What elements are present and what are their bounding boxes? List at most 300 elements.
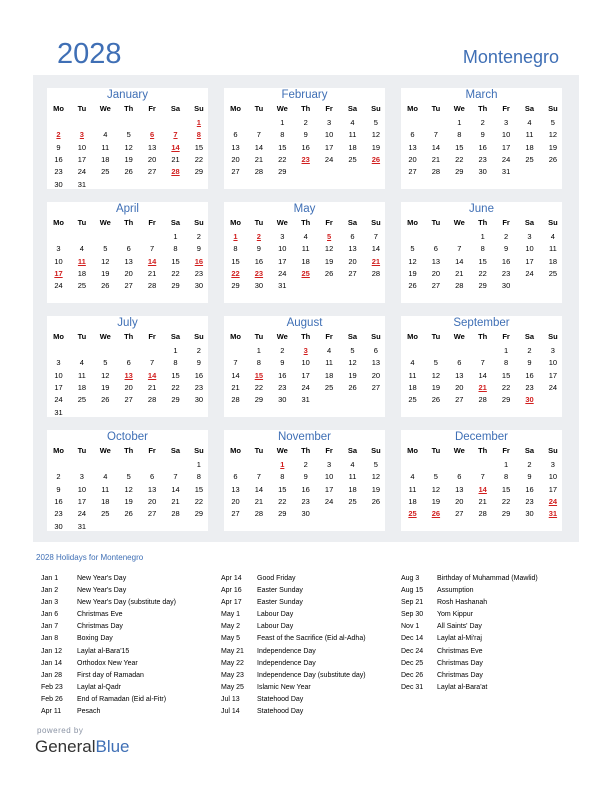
day-cell[interactable]: 8 <box>196 472 201 482</box>
day-cell[interactable]: 30 <box>525 509 534 519</box>
holiday-day-cell[interactable]: 5 <box>327 232 332 241</box>
day-cell[interactable]: 2 <box>303 460 308 469</box>
day-cell[interactable]: 1 <box>173 346 178 355</box>
day-cell[interactable]: 1 <box>480 232 485 241</box>
day-cell[interactable]: 22 <box>278 154 287 164</box>
day-cell[interactable]: 19 <box>548 142 558 152</box>
day-cell[interactable]: 13 <box>431 256 441 266</box>
day-cell[interactable]: 27 <box>124 395 133 405</box>
day-cell[interactable]: 29 <box>194 167 204 177</box>
day-cell[interactable]: 22 <box>455 154 464 164</box>
day-cell[interactable]: 5 <box>373 118 378 127</box>
holiday-day-cell[interactable]: 11 <box>77 256 86 266</box>
day-cell[interactable]: 23 <box>478 154 487 164</box>
day-cell[interactable]: 18 <box>77 268 87 278</box>
day-cell[interactable]: 13 <box>455 370 464 380</box>
day-cell[interactable]: 10 <box>525 244 534 254</box>
day-cell[interactable]: 20 <box>147 496 157 506</box>
day-cell[interactable]: 26 <box>124 509 133 519</box>
day-cell[interactable]: 20 <box>431 268 441 278</box>
day-cell[interactable]: 24 <box>525 268 534 278</box>
day-cell[interactable]: 10 <box>324 472 334 482</box>
holiday-day-cell[interactable]: 14 <box>478 484 487 494</box>
day-cell[interactable]: 29 <box>194 509 204 519</box>
holiday-day-cell[interactable]: 25 <box>301 268 310 278</box>
holiday-day-cell[interactable]: 3 <box>79 130 84 140</box>
day-cell[interactable]: 2 <box>56 472 61 482</box>
day-cell[interactable]: 2 <box>196 346 201 355</box>
day-cell[interactable]: 26 <box>101 395 110 405</box>
day-cell[interactable]: 30 <box>254 281 264 291</box>
day-cell[interactable]: 12 <box>124 484 133 494</box>
day-cell[interactable]: 9 <box>196 244 201 254</box>
day-cell[interactable]: 14 <box>455 256 464 266</box>
day-cell[interactable]: 31 <box>77 521 87 531</box>
day-cell[interactable]: 12 <box>371 472 381 482</box>
day-cell[interactable]: 24 <box>77 167 87 177</box>
day-cell[interactable]: 24 <box>54 281 63 291</box>
day-cell[interactable]: 21 <box>171 154 180 164</box>
day-cell[interactable]: 27 <box>371 382 381 392</box>
day-cell[interactable]: 18 <box>77 382 87 392</box>
day-cell[interactable]: 7 <box>373 232 378 241</box>
day-cell[interactable]: 6 <box>433 244 438 254</box>
day-cell[interactable]: 9 <box>56 484 61 494</box>
day-cell[interactable]: 22 <box>194 154 204 164</box>
day-cell[interactable]: 9 <box>504 244 509 254</box>
day-cell[interactable]: 10 <box>548 358 558 368</box>
day-cell[interactable]: 5 <box>103 244 108 254</box>
day-cell[interactable]: 21 <box>478 496 487 506</box>
day-cell[interactable]: 21 <box>254 496 264 506</box>
day-cell[interactable]: 22 <box>194 496 204 506</box>
day-cell[interactable]: 29 <box>501 509 511 519</box>
day-cell[interactable]: 16 <box>194 370 204 380</box>
day-cell[interactable]: 31 <box>301 395 310 405</box>
day-cell[interactable]: 16 <box>54 154 63 164</box>
day-cell[interactable]: 7 <box>173 472 178 482</box>
day-cell[interactable]: 27 <box>408 167 417 177</box>
day-cell[interactable]: 9 <box>256 244 261 254</box>
day-cell[interactable]: 24 <box>501 154 511 164</box>
day-cell[interactable]: 9 <box>527 358 532 368</box>
holiday-day-cell[interactable]: 7 <box>173 130 178 140</box>
holiday-day-cell[interactable]: 1 <box>196 118 201 127</box>
day-cell[interactable]: 5 <box>433 358 438 368</box>
day-cell[interactable]: 21 <box>147 268 157 278</box>
day-cell[interactable]: 30 <box>54 521 63 531</box>
day-cell[interactable]: 3 <box>327 460 332 469</box>
day-cell[interactable]: 12 <box>548 130 558 140</box>
day-cell[interactable]: 3 <box>327 118 332 127</box>
day-cell[interactable]: 8 <box>173 358 178 368</box>
day-cell[interactable]: 26 <box>124 167 133 177</box>
day-cell[interactable]: 13 <box>231 484 240 494</box>
day-cell[interactable]: 20 <box>124 382 133 392</box>
day-cell[interactable]: 23 <box>525 382 534 392</box>
holiday-day-cell[interactable]: 14 <box>171 142 180 152</box>
day-cell[interactable]: 20 <box>124 268 133 278</box>
day-cell[interactable]: 10 <box>77 142 87 152</box>
day-cell[interactable]: 20 <box>231 154 240 164</box>
day-cell[interactable]: 10 <box>548 472 558 482</box>
day-cell[interactable]: 19 <box>371 484 381 494</box>
day-cell[interactable]: 16 <box>525 370 534 380</box>
day-cell[interactable]: 3 <box>527 232 532 241</box>
day-cell[interactable]: 23 <box>525 496 534 506</box>
day-cell[interactable]: 26 <box>548 154 558 164</box>
day-cell[interactable]: 17 <box>525 256 534 266</box>
day-cell[interactable]: 7 <box>433 130 438 140</box>
day-cell[interactable]: 18 <box>324 370 334 380</box>
day-cell[interactable]: 17 <box>548 484 558 494</box>
day-cell[interactable]: 17 <box>77 496 87 506</box>
day-cell[interactable]: 12 <box>101 256 110 266</box>
day-cell[interactable]: 4 <box>79 244 84 254</box>
day-cell[interactable]: 17 <box>77 154 87 164</box>
day-cell[interactable]: 19 <box>408 268 417 278</box>
day-cell[interactable]: 18 <box>525 142 534 152</box>
day-cell[interactable]: 27 <box>431 281 441 291</box>
day-cell[interactable]: 10 <box>501 130 511 140</box>
day-cell[interactable]: 5 <box>410 244 415 254</box>
day-cell[interactable]: 26 <box>431 395 441 405</box>
day-cell[interactable]: 20 <box>455 382 464 392</box>
day-cell[interactable]: 10 <box>77 484 87 494</box>
holiday-day-cell[interactable]: 6 <box>150 130 155 140</box>
day-cell[interactable]: 1 <box>256 346 261 355</box>
day-cell[interactable]: 8 <box>173 244 178 254</box>
day-cell[interactable]: 1 <box>504 346 509 355</box>
day-cell[interactable]: 29 <box>171 395 180 405</box>
day-cell[interactable]: 3 <box>56 244 61 254</box>
day-cell[interactable]: 24 <box>324 496 334 506</box>
holiday-day-cell[interactable]: 26 <box>371 154 381 164</box>
holiday-day-cell[interactable]: 14 <box>147 370 157 380</box>
day-cell[interactable]: 6 <box>233 130 238 140</box>
day-cell[interactable]: 5 <box>433 472 438 482</box>
holiday-day-cell[interactable]: 8 <box>196 130 201 140</box>
day-cell[interactable]: 7 <box>480 472 485 482</box>
day-cell[interactable]: 16 <box>478 142 487 152</box>
day-cell[interactable]: 28 <box>478 509 487 519</box>
day-cell[interactable]: 20 <box>371 370 381 380</box>
holiday-day-cell[interactable]: 1 <box>233 232 238 241</box>
day-cell[interactable]: 7 <box>150 244 155 254</box>
holiday-day-cell[interactable]: 1 <box>280 460 285 469</box>
day-cell[interactable]: 29 <box>455 167 464 177</box>
day-cell[interactable]: 13 <box>371 358 381 368</box>
day-cell[interactable]: 28 <box>171 509 180 519</box>
day-cell[interactable]: 14 <box>371 244 381 254</box>
day-cell[interactable]: 8 <box>457 130 462 140</box>
day-cell[interactable]: 26 <box>348 382 357 392</box>
day-cell[interactable]: 14 <box>254 484 264 494</box>
holiday-day-cell[interactable]: 26 <box>431 509 441 519</box>
day-cell[interactable]: 22 <box>278 496 287 506</box>
day-cell[interactable]: 22 <box>254 382 264 392</box>
day-cell[interactable]: 18 <box>548 256 558 266</box>
day-cell[interactable]: 7 <box>256 472 261 482</box>
day-cell[interactable]: 30 <box>54 179 63 189</box>
day-cell[interactable]: 23 <box>54 509 63 519</box>
day-cell[interactable]: 1 <box>173 232 178 241</box>
day-cell[interactable]: 23 <box>194 268 204 278</box>
day-cell[interactable]: 17 <box>54 382 63 392</box>
day-cell[interactable]: 31 <box>501 167 511 177</box>
day-cell[interactable]: 21 <box>254 154 264 164</box>
day-cell[interactable]: 12 <box>408 256 417 266</box>
day-cell[interactable]: 21 <box>171 496 180 506</box>
day-cell[interactable]: 17 <box>324 484 334 494</box>
day-cell[interactable]: 1 <box>196 460 201 469</box>
day-cell[interactable]: 4 <box>327 346 332 355</box>
day-cell[interactable]: 25 <box>408 395 417 405</box>
day-cell[interactable]: 5 <box>126 130 131 140</box>
day-cell[interactable]: 2 <box>504 232 509 241</box>
day-cell[interactable]: 16 <box>301 142 310 152</box>
day-cell[interactable]: 12 <box>431 370 441 380</box>
day-cell[interactable]: 25 <box>348 154 357 164</box>
day-cell[interactable]: 13 <box>147 484 157 494</box>
day-cell[interactable]: 26 <box>101 281 110 291</box>
day-cell[interactable]: 1 <box>504 460 509 469</box>
day-cell[interactable]: 15 <box>501 370 511 380</box>
day-cell[interactable]: 29 <box>478 281 487 291</box>
day-cell[interactable]: 24 <box>324 154 334 164</box>
day-cell[interactable]: 23 <box>501 268 511 278</box>
day-cell[interactable]: 12 <box>101 370 110 380</box>
day-cell[interactable]: 27 <box>348 268 357 278</box>
day-cell[interactable]: 27 <box>455 395 464 405</box>
day-cell[interactable]: 31 <box>54 407 63 417</box>
day-cell[interactable]: 15 <box>171 256 180 266</box>
day-cell[interactable]: 13 <box>348 244 357 254</box>
day-cell[interactable]: 29 <box>254 395 264 405</box>
holiday-day-cell[interactable]: 3 <box>303 346 308 355</box>
day-cell[interactable]: 19 <box>371 142 381 152</box>
day-cell[interactable]: 7 <box>457 244 462 254</box>
day-cell[interactable]: 12 <box>324 244 334 254</box>
day-cell[interactable]: 4 <box>79 358 84 368</box>
day-cell[interactable]: 12 <box>431 484 441 494</box>
day-cell[interactable]: 6 <box>126 358 131 368</box>
day-cell[interactable]: 6 <box>457 472 462 482</box>
holiday-day-cell[interactable]: 30 <box>525 395 534 405</box>
day-cell[interactable]: 3 <box>550 460 555 469</box>
day-cell[interactable]: 19 <box>348 370 357 380</box>
day-cell[interactable]: 30 <box>194 395 204 405</box>
day-cell[interactable]: 16 <box>301 484 310 494</box>
day-cell[interactable]: 10 <box>54 370 63 380</box>
day-cell[interactable]: 11 <box>77 370 86 380</box>
day-cell[interactable]: 9 <box>527 472 532 482</box>
day-cell[interactable]: 29 <box>278 509 287 519</box>
day-cell[interactable]: 28 <box>254 167 264 177</box>
day-cell[interactable]: 24 <box>54 395 63 405</box>
day-cell[interactable]: 3 <box>280 232 285 241</box>
holiday-day-cell[interactable]: 21 <box>478 382 487 392</box>
day-cell[interactable]: 18 <box>348 142 357 152</box>
day-cell[interactable]: 14 <box>171 484 180 494</box>
day-cell[interactable]: 4 <box>103 472 108 482</box>
day-cell[interactable]: 8 <box>480 244 485 254</box>
day-cell[interactable]: 28 <box>455 281 464 291</box>
day-cell[interactable]: 4 <box>410 472 415 482</box>
holiday-day-cell[interactable]: 14 <box>147 256 157 266</box>
day-cell[interactable]: 27 <box>455 509 464 519</box>
day-cell[interactable]: 10 <box>54 256 63 266</box>
day-cell[interactable]: 8 <box>280 130 285 140</box>
day-cell[interactable]: 9 <box>480 130 485 140</box>
day-cell[interactable]: 15 <box>171 370 180 380</box>
day-cell[interactable]: 28 <box>147 395 157 405</box>
day-cell[interactable]: 2 <box>527 460 532 469</box>
holiday-day-cell[interactable]: 28 <box>171 167 180 177</box>
day-cell[interactable]: 15 <box>278 142 287 152</box>
day-cell[interactable]: 16 <box>278 370 287 380</box>
day-cell[interactable]: 20 <box>408 154 417 164</box>
day-cell[interactable]: 13 <box>408 142 417 152</box>
holiday-day-cell[interactable]: 13 <box>124 370 133 380</box>
day-cell[interactable]: 30 <box>194 281 204 291</box>
day-cell[interactable]: 9 <box>280 358 285 368</box>
day-cell[interactable]: 14 <box>478 370 487 380</box>
day-cell[interactable]: 29 <box>171 281 180 291</box>
day-cell[interactable]: 6 <box>150 472 155 482</box>
holiday-day-cell[interactable]: 15 <box>254 370 264 380</box>
day-cell[interactable]: 26 <box>408 281 417 291</box>
day-cell[interactable]: 2 <box>280 346 285 355</box>
day-cell[interactable]: 11 <box>548 244 557 254</box>
day-cell[interactable]: 22 <box>501 496 511 506</box>
day-cell[interactable]: 28 <box>431 167 441 177</box>
day-cell[interactable]: 6 <box>126 244 131 254</box>
day-cell[interactable]: 10 <box>324 130 334 140</box>
day-cell[interactable]: 25 <box>77 395 87 405</box>
day-cell[interactable]: 17 <box>301 370 310 380</box>
day-cell[interactable]: 24 <box>77 509 87 519</box>
day-cell[interactable]: 30 <box>278 395 287 405</box>
day-cell[interactable]: 11 <box>301 244 310 254</box>
day-cell[interactable]: 16 <box>525 484 534 494</box>
day-cell[interactable]: 9 <box>303 472 308 482</box>
day-cell[interactable]: 16 <box>54 496 63 506</box>
holiday-day-cell[interactable]: 25 <box>408 509 417 519</box>
day-cell[interactable]: 16 <box>501 256 511 266</box>
day-cell[interactable]: 14 <box>431 142 441 152</box>
day-cell[interactable]: 20 <box>147 154 157 164</box>
day-cell[interactable]: 30 <box>501 281 511 291</box>
day-cell[interactable]: 9 <box>56 142 61 152</box>
day-cell[interactable]: 2 <box>480 118 485 127</box>
day-cell[interactable]: 7 <box>256 130 261 140</box>
day-cell[interactable]: 15 <box>194 142 204 152</box>
day-cell[interactable]: 17 <box>501 142 511 152</box>
day-cell[interactable]: 17 <box>548 370 558 380</box>
day-cell[interactable]: 18 <box>348 484 357 494</box>
holiday-day-cell[interactable]: 22 <box>231 268 240 278</box>
day-cell[interactable]: 19 <box>124 154 133 164</box>
day-cell[interactable]: 2 <box>527 346 532 355</box>
day-cell[interactable]: 8 <box>256 358 261 368</box>
day-cell[interactable]: 11 <box>325 358 333 368</box>
day-cell[interactable]: 29 <box>231 281 240 291</box>
day-cell[interactable]: 19 <box>101 268 110 278</box>
day-cell[interactable]: 26 <box>371 496 381 506</box>
holiday-day-cell[interactable]: 21 <box>371 256 381 266</box>
day-cell[interactable]: 21 <box>455 268 464 278</box>
day-cell[interactable]: 15 <box>194 484 204 494</box>
day-cell[interactable]: 18 <box>408 382 417 392</box>
day-cell[interactable]: 5 <box>126 472 131 482</box>
day-cell[interactable]: 29 <box>278 167 287 177</box>
day-cell[interactable]: 19 <box>101 382 110 392</box>
day-cell[interactable]: 8 <box>504 358 509 368</box>
day-cell[interactable]: 23 <box>278 382 287 392</box>
day-cell[interactable]: 27 <box>147 509 157 519</box>
day-cell[interactable]: 6 <box>457 358 462 368</box>
day-cell[interactable]: 1 <box>280 118 285 127</box>
day-cell[interactable]: 13 <box>147 142 157 152</box>
day-cell[interactable]: 25 <box>548 268 558 278</box>
day-cell[interactable]: 10 <box>301 358 310 368</box>
day-cell[interactable]: 15 <box>231 256 240 266</box>
day-cell[interactable]: 3 <box>504 118 509 127</box>
day-cell[interactable]: 15 <box>278 484 287 494</box>
day-cell[interactable]: 11 <box>348 472 357 482</box>
day-cell[interactable]: 16 <box>254 256 264 266</box>
day-cell[interactable]: 30 <box>478 167 487 177</box>
day-cell[interactable]: 13 <box>124 256 133 266</box>
holiday-day-cell[interactable]: 23 <box>254 268 264 278</box>
day-cell[interactable]: 27 <box>124 281 133 291</box>
day-cell[interactable]: 5 <box>550 118 555 127</box>
generalblue-logo[interactable] <box>35 737 130 757</box>
day-cell[interactable]: 10 <box>278 244 287 254</box>
day-cell[interactable]: 31 <box>278 281 287 291</box>
day-cell[interactable]: 20 <box>348 256 357 266</box>
day-cell[interactable]: 19 <box>431 496 441 506</box>
day-cell[interactable]: 29 <box>501 395 511 405</box>
day-cell[interactable]: 12 <box>348 358 357 368</box>
day-cell[interactable]: 21 <box>147 382 157 392</box>
day-cell[interactable]: 17 <box>278 256 287 266</box>
day-cell[interactable]: 27 <box>231 167 240 177</box>
holiday-day-cell[interactable]: 16 <box>194 256 204 266</box>
day-cell[interactable]: 22 <box>171 382 180 392</box>
day-cell[interactable]: 22 <box>171 268 180 278</box>
day-cell[interactable]: 28 <box>254 509 264 519</box>
day-cell[interactable]: 4 <box>550 232 555 241</box>
day-cell[interactable]: 25 <box>324 382 334 392</box>
day-cell[interactable]: 19 <box>431 382 441 392</box>
day-cell[interactable]: 25 <box>77 281 87 291</box>
day-cell[interactable]: 5 <box>350 346 355 355</box>
day-cell[interactable]: 25 <box>348 496 357 506</box>
day-cell[interactable]: 19 <box>124 496 133 506</box>
day-cell[interactable]: 6 <box>410 130 415 140</box>
holiday-day-cell[interactable]: 17 <box>54 268 63 278</box>
day-cell[interactable]: 4 <box>410 358 415 368</box>
day-cell[interactable]: 1 <box>457 118 462 127</box>
day-cell[interactable]: 11 <box>525 130 534 140</box>
day-cell[interactable]: 4 <box>303 232 308 241</box>
day-cell[interactable]: 27 <box>147 167 157 177</box>
day-cell[interactable]: 7 <box>150 358 155 368</box>
day-cell[interactable]: 23 <box>301 496 310 506</box>
day-cell[interactable]: 28 <box>147 281 157 291</box>
